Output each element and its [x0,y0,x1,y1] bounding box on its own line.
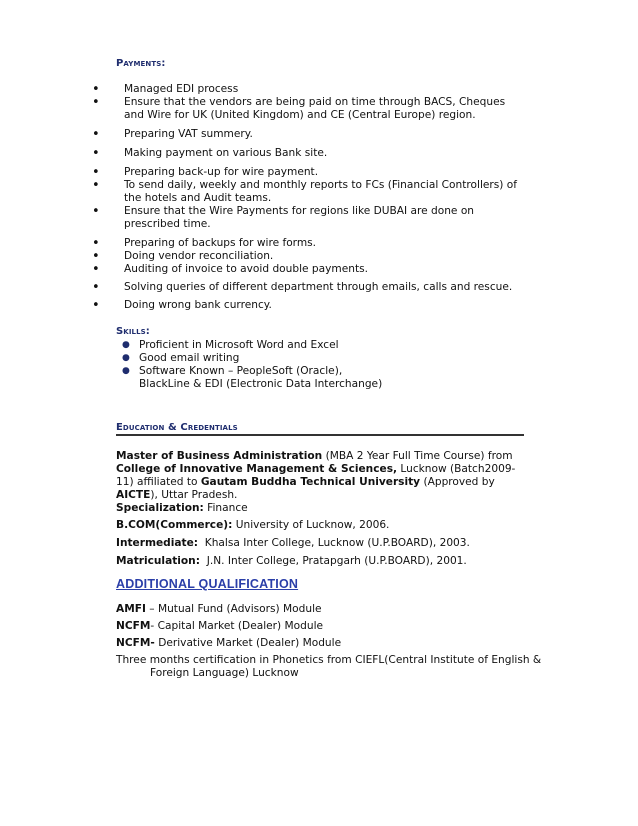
specialization-value: Finance [203,502,248,514]
education-heading [116,421,238,434]
mba-approved: (Approved by [420,476,495,488]
bcom-line [116,519,389,532]
mba-batch: Lucknow (Batch2009-11) affiliated to [116,463,516,488]
list-item: • Preparing VAT summery. [88,128,528,141]
ncfm-derivative-label: NCFM- [116,637,155,649]
amfi-label: AMFI [116,603,146,615]
list-item: • Ensure that the Wire Payments for regions like DUBAI are done on prescribed time. [88,205,528,231]
list-item: • Doing vendor reconciliation. [88,250,528,263]
ncfm-capital-label: NCFM [116,620,151,632]
list-item: • Preparing back-up for wire payment. [88,166,528,179]
intermediate-line [116,537,470,550]
skills-list [120,339,342,378]
mba-state: ), Uttar Pradesh. [150,489,238,501]
list-item: • Solving queries of different department through emails, calls and rescue. [88,281,528,294]
list-item: • Ensure that the vendors are being paid on time through BACS, Cheques and Wire for UK (United Kingdom) and CE (Central Europe) region. [88,96,528,122]
list-item: ● Good email writing [120,352,342,365]
amfi-value: – Mutual Fund (Advisors) Module [145,603,322,615]
specialization-line [116,502,248,515]
list-item: • Preparing of backups for wire forms. [88,237,528,250]
matriculation-line [116,555,467,568]
ncfm-derivative-line [116,637,341,650]
list-item: • Making payment on various Bank site. [88,147,528,160]
list-item: • To send daily, weekly and monthly reports to FCs (Financial Controllers) of the hotels and Audit teams. [88,179,528,205]
bcom-label: B.COM(Commerce): [116,519,233,531]
bcom-value: University of Lucknow, 2006. [232,519,390,531]
mba-college: College of Innovative Management & Sciences, [116,463,398,475]
skills-heading [116,325,150,338]
matriculation-label: Matriculation: [116,555,200,567]
mba-paragraph [116,450,528,502]
mba-university: Gautam Buddha Technical University [200,476,421,488]
list-item: • Auditing of invoice to avoid double payments. [88,263,528,276]
amfi-line [116,603,322,616]
payments-heading-text: Payments: [116,58,166,69]
ncfm-capital-line [116,620,323,633]
phonetics-certification: Three months certification in Phonetics from CIEFL(Central Institute of English & Foreign Language) Lucknow [116,654,542,679]
education-heading-text: Education & Credentials [116,422,238,433]
matriculation-value: J.N. Inter College, Pratapgarh (U.P.BOARD), 2001. [199,555,467,567]
list-item: ● Software Known – PeopleSoft (Oracle), [120,365,342,378]
mba-aicte: AICTE [116,489,151,501]
mba-degree: Master of Business Administration [116,450,323,462]
additional-qualification-heading: ADDITIONAL QUALIFICATION [116,577,299,591]
section-divider [116,434,524,436]
ncfm-derivative-value: Derivative Market (Dealer) Module [154,637,342,649]
list-item: • Doing wrong bank currency. [88,299,528,312]
list-item: ● Proficient in Microsoft Word and Excel [120,339,342,352]
payments-list [88,83,528,312]
ncfm-capital-value: - Capital Market (Dealer) Module [150,620,324,632]
specialization-label: Specialization: [116,502,204,514]
mba-course: (MBA 2 Year Full Time Course) from [322,450,513,462]
skills-continuation: BlackLine & EDI (Electronic Data Interchange) [139,378,383,390]
intermediate-label: Intermediate: [116,537,199,549]
skills-heading-text: Skills: [116,326,150,337]
list-item: • Managed EDI process [88,83,528,96]
payments-heading [116,57,165,70]
intermediate-value: Khalsa Inter College, Lucknow (U.P.BOARD), 2003. [198,537,470,549]
